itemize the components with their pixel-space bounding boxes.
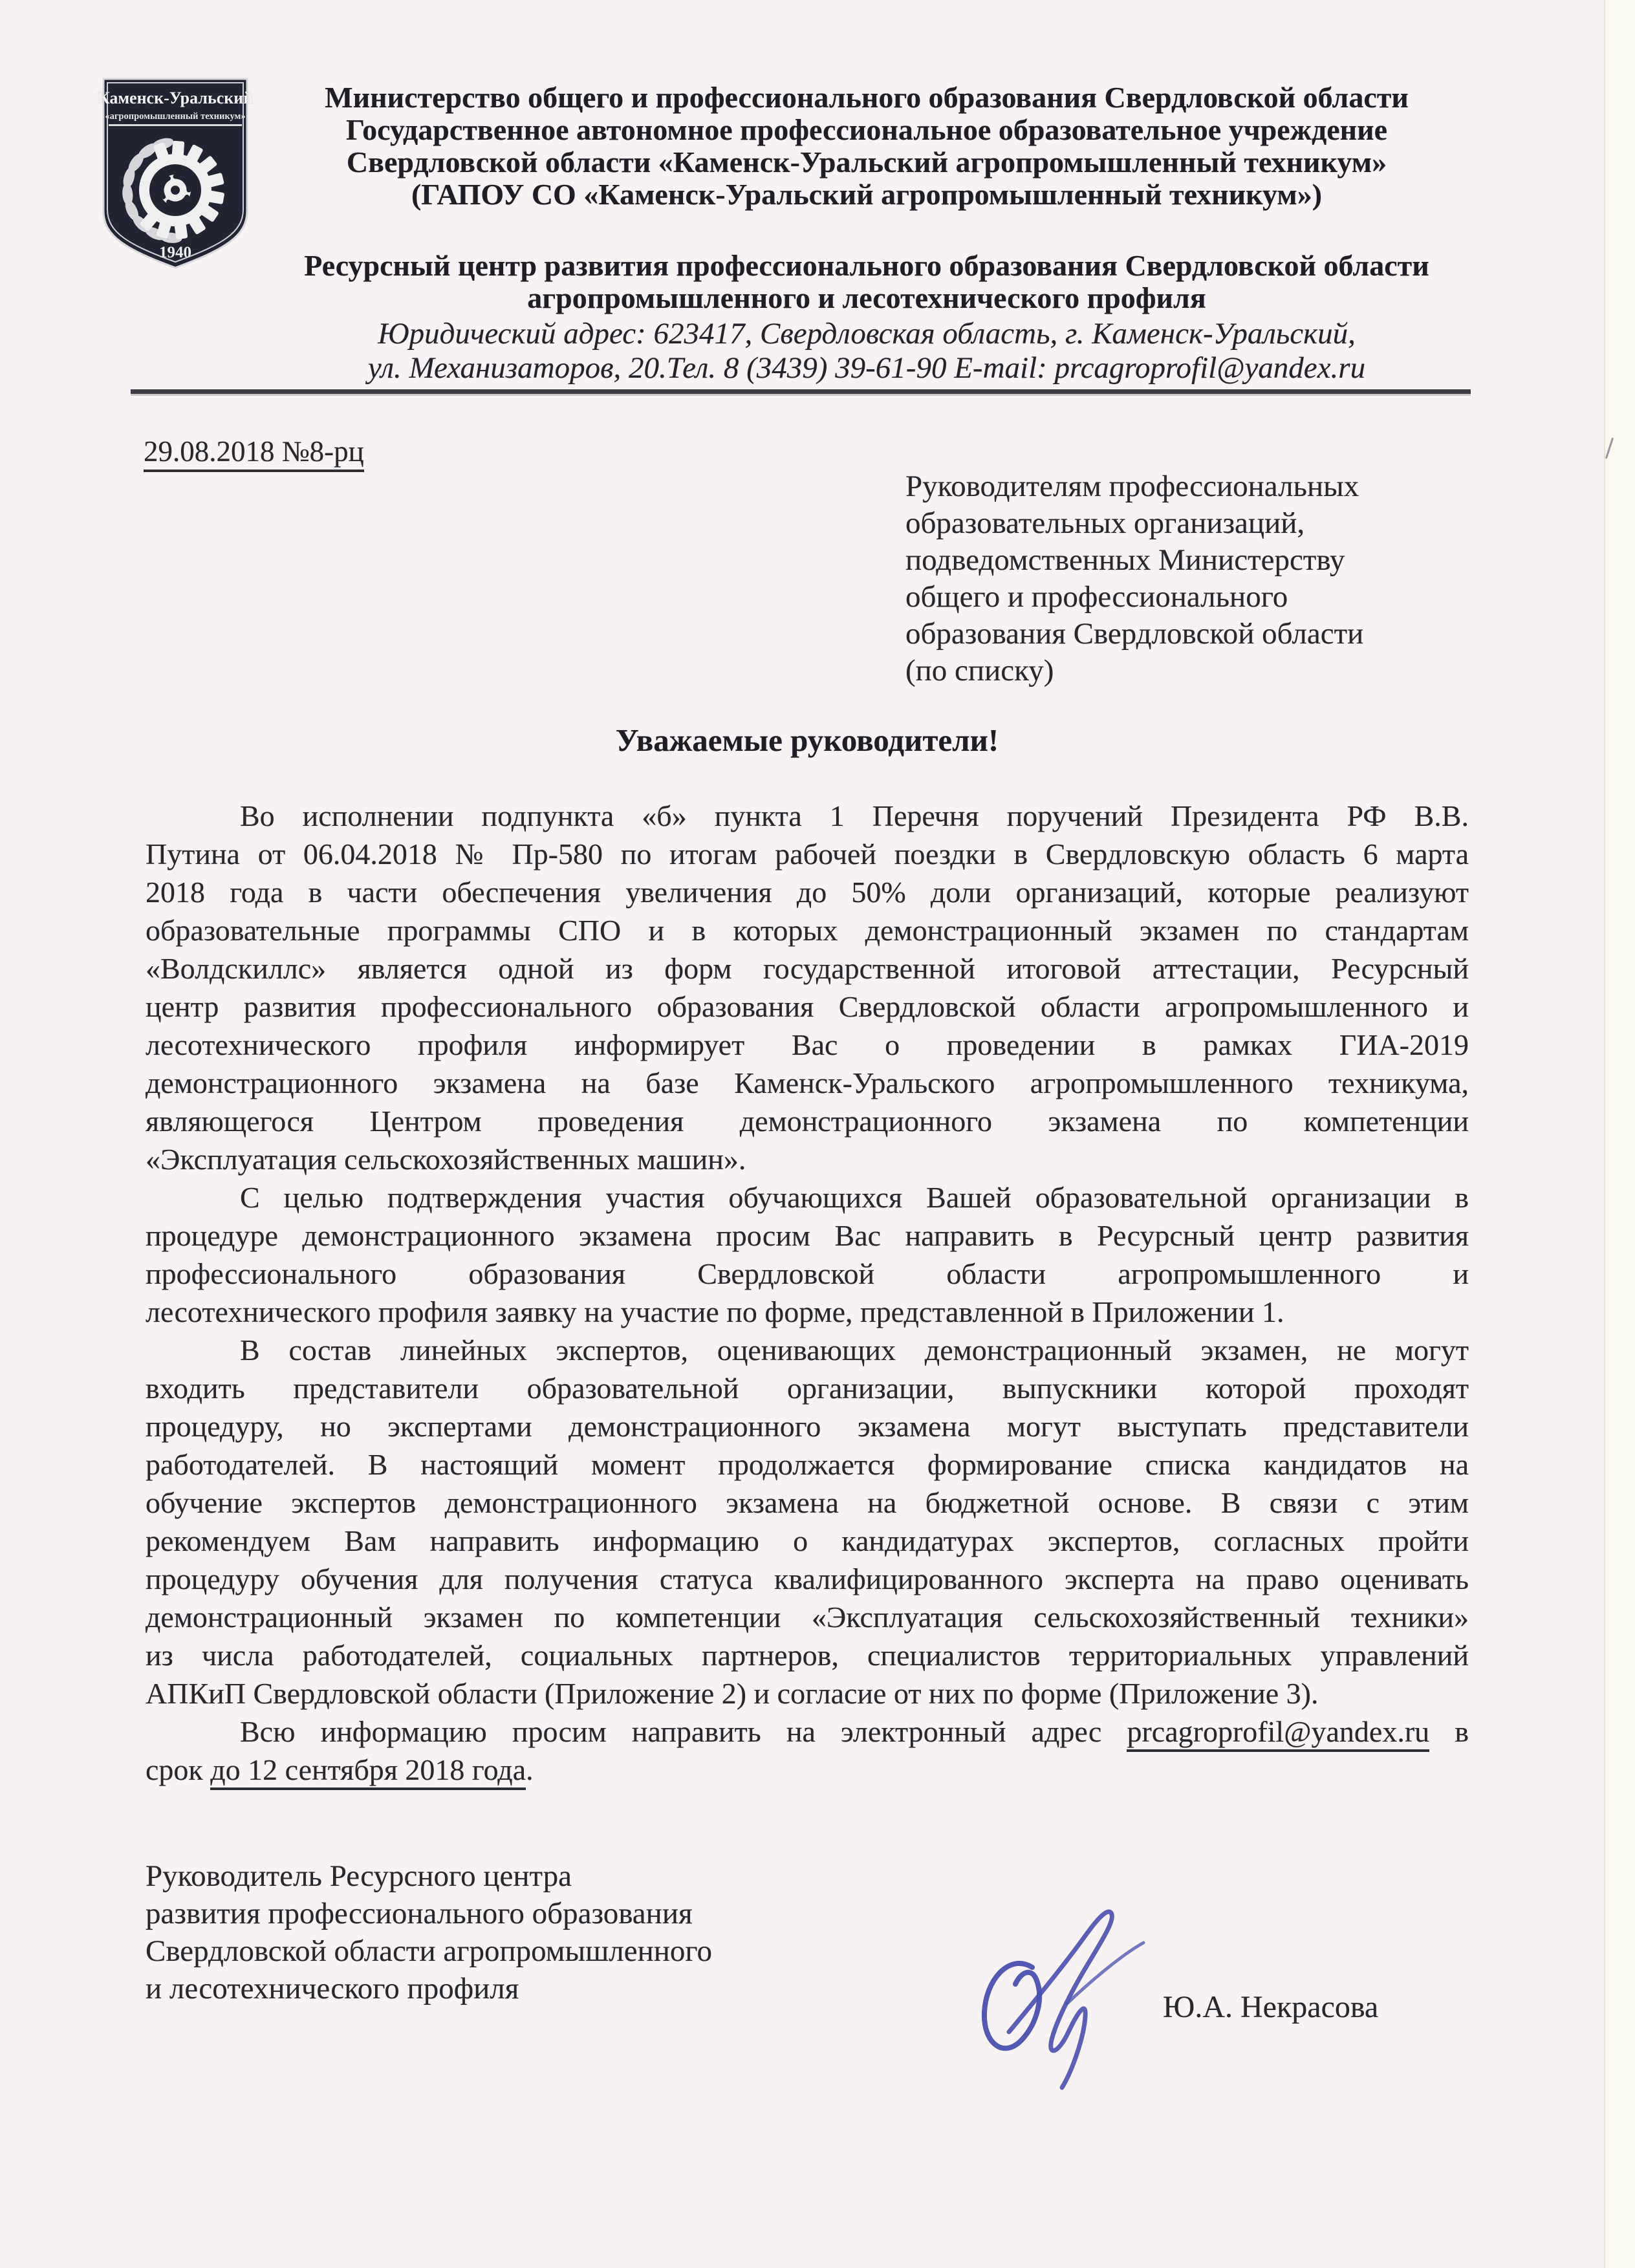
- letter-body: [146, 797, 1469, 1789]
- school-emblem-logo: [97, 74, 254, 274]
- body-line: Путина от 06.04.2018 № Пр-580 по итогам рабочей поездки в Свердловскую область 6 марта: [146, 837, 1469, 870]
- closing-position-block: [146, 1857, 712, 2007]
- header-divider: [131, 389, 1471, 394]
- body-line: профессионального образования Свердловской области агропромышленного и: [146, 1257, 1469, 1290]
- addressee-line: образовательных организаций,: [905, 506, 1305, 540]
- body-line: работодателей. В настоящий момент продолжается формирование списка кандидатов на: [146, 1448, 1469, 1481]
- body-line: процедуру обучения для получения статуса квалифицированного эксперта на право оценивать: [146, 1562, 1469, 1595]
- letterhead-line: Ресурсный центр развития профессионального образования Свердловской области: [304, 249, 1429, 282]
- letterhead-line: Свердловской области «Каменск-Уральский агропромышленный техникум»: [346, 146, 1387, 178]
- emblem-title: Каменск-Уральский: [97, 89, 254, 107]
- reference-number-text: 29.08.2018 №8-рц: [144, 435, 364, 472]
- body-line: рекомендуем Вам направить информацию о кандидатурах экспертов, согласных пройти: [146, 1524, 1469, 1557]
- scan-page-edge: [1604, 0, 1635, 2268]
- salutation: Уважаемые руководители!: [615, 722, 999, 758]
- addressee-line: Руководителям профессиональных: [905, 470, 1359, 503]
- body-line: «Волдскиллс» является одной из форм государственной итоговой аттестации, Ресурсный: [146, 952, 1469, 985]
- underlined-text: prcagroprofil@yandex.ru: [1127, 1715, 1429, 1752]
- addressee-block: [905, 468, 1436, 689]
- body-line: Всю информацию просим направить на электронный адрес prcagroprofil@yandex.ru в: [146, 1712, 1469, 1751]
- body-line: демонстрационного экзамена на базе Каменск-Уральского агропромышленного техникума,: [146, 1066, 1469, 1099]
- body-line: являющегося Центром проведения демонстрационного экзамена по компетенции: [146, 1105, 1469, 1138]
- body-line: процедуру, но экспертами демонстрационного экзамена могут выступать представители: [146, 1410, 1469, 1443]
- underlined-text: до 12 сентября 2018 года: [210, 1753, 526, 1790]
- body-line: центр развития профессионального образования Свердловской области агропромышленного и: [146, 990, 1469, 1023]
- closing-position-line: Свердловской области агропромышленного: [146, 1934, 712, 1968]
- letterhead-center-lines: [259, 250, 1475, 314]
- letterhead-line: Министерство общего и профессионального образования Свердловской области: [325, 81, 1409, 114]
- body-line: срок до 12 сентября 2018 года.: [146, 1751, 1469, 1789]
- signature-autograph: [970, 1870, 1190, 2103]
- body-line: 2018 года в части обеспечения увеличения до 50% доли организаций, которые реализуют: [146, 876, 1469, 909]
- addressee-line: (по списку): [905, 654, 1054, 687]
- addressee-line: общего и профессионального: [905, 580, 1288, 614]
- body-line: В состав линейных экспертов, оценивающих демонстрационный экзамен, не могут: [240, 1334, 1469, 1366]
- closing-position-line: и лесотехнического профиля: [146, 1972, 519, 2005]
- body-line: С целью подтверждения участия обучающихся Вашей образовательной организации в: [240, 1181, 1469, 1214]
- closing-position-line: Руководитель Ресурсного центра: [146, 1859, 572, 1893]
- body-line: лесотехнического профиля информирует Вас о проведении в рамках ГИА-2019: [146, 1028, 1469, 1061]
- addressee-line: образования Свердловской области: [905, 617, 1364, 651]
- body-line: лесотехнического профиля заявку на участие по форме, представленной в Приложении 1.: [146, 1295, 1284, 1328]
- letterhead-contact-line: ул. Механизаторов, 20.Тел. 8 (3439) 39-61-90 E-mail: prcagroprofil@yandex.ru: [367, 351, 1366, 385]
- letterhead-line: Государственное автономное профессиональное образовательное учреждение: [345, 113, 1388, 146]
- body-line: демонстрационный экзамен по компетенции «Эксплуатация сельскохозяйственный техники»: [146, 1601, 1469, 1634]
- emblem-subtitle: «агропромышленный техникум»: [105, 111, 246, 122]
- closing-position-line: развития профессионального образования: [146, 1897, 693, 1930]
- letterhead-contact-line: Юридический адрес: 623417, Свердловская область, г. Каменск-Уральский,: [378, 317, 1356, 351]
- letterhead-line: агропромышленного и лесотехнического профиля: [527, 281, 1206, 314]
- letterhead-org-lines: [259, 81, 1475, 211]
- addressee-line: подведомственных Министерству: [905, 543, 1345, 577]
- letterhead-contact-lines: [259, 317, 1475, 385]
- body-line: процедуре демонстрационного экзамена просим Вас направить в Ресурсный центр развития: [146, 1219, 1469, 1252]
- body-line: образовательные программы СПО и в которых демонстрационный экзамен по стандартам: [146, 914, 1469, 947]
- body-line: из числа работодателей, социальных партнеров, специалистов территориальных управлений: [146, 1639, 1469, 1672]
- letterhead-line: (ГАПОУ СО «Каменск-Уральский агропромышленный техникум»): [411, 178, 1323, 211]
- reference-number: [144, 435, 364, 468]
- emblem-year: 1940: [159, 244, 191, 261]
- body-line: «Эксплуатация сельскохозяйственных машин».: [146, 1143, 746, 1176]
- body-line: Во исполнении подпункта «б» пункта 1 Перечня поручений Президента РФ В.В.: [240, 799, 1469, 832]
- body-line: обучение экспертов демонстрационного экзамена на бюджетной основе. В связи с этим: [146, 1486, 1469, 1519]
- body-line: входить представители образовательной организации, выпускники которой проходят: [146, 1372, 1469, 1405]
- body-line: АПКиП Свердловской области (Приложение 2) и согласие от них по форме (Приложение 3).: [146, 1677, 1319, 1710]
- signer-name: Ю.А. Некрасова: [1163, 1990, 1379, 2024]
